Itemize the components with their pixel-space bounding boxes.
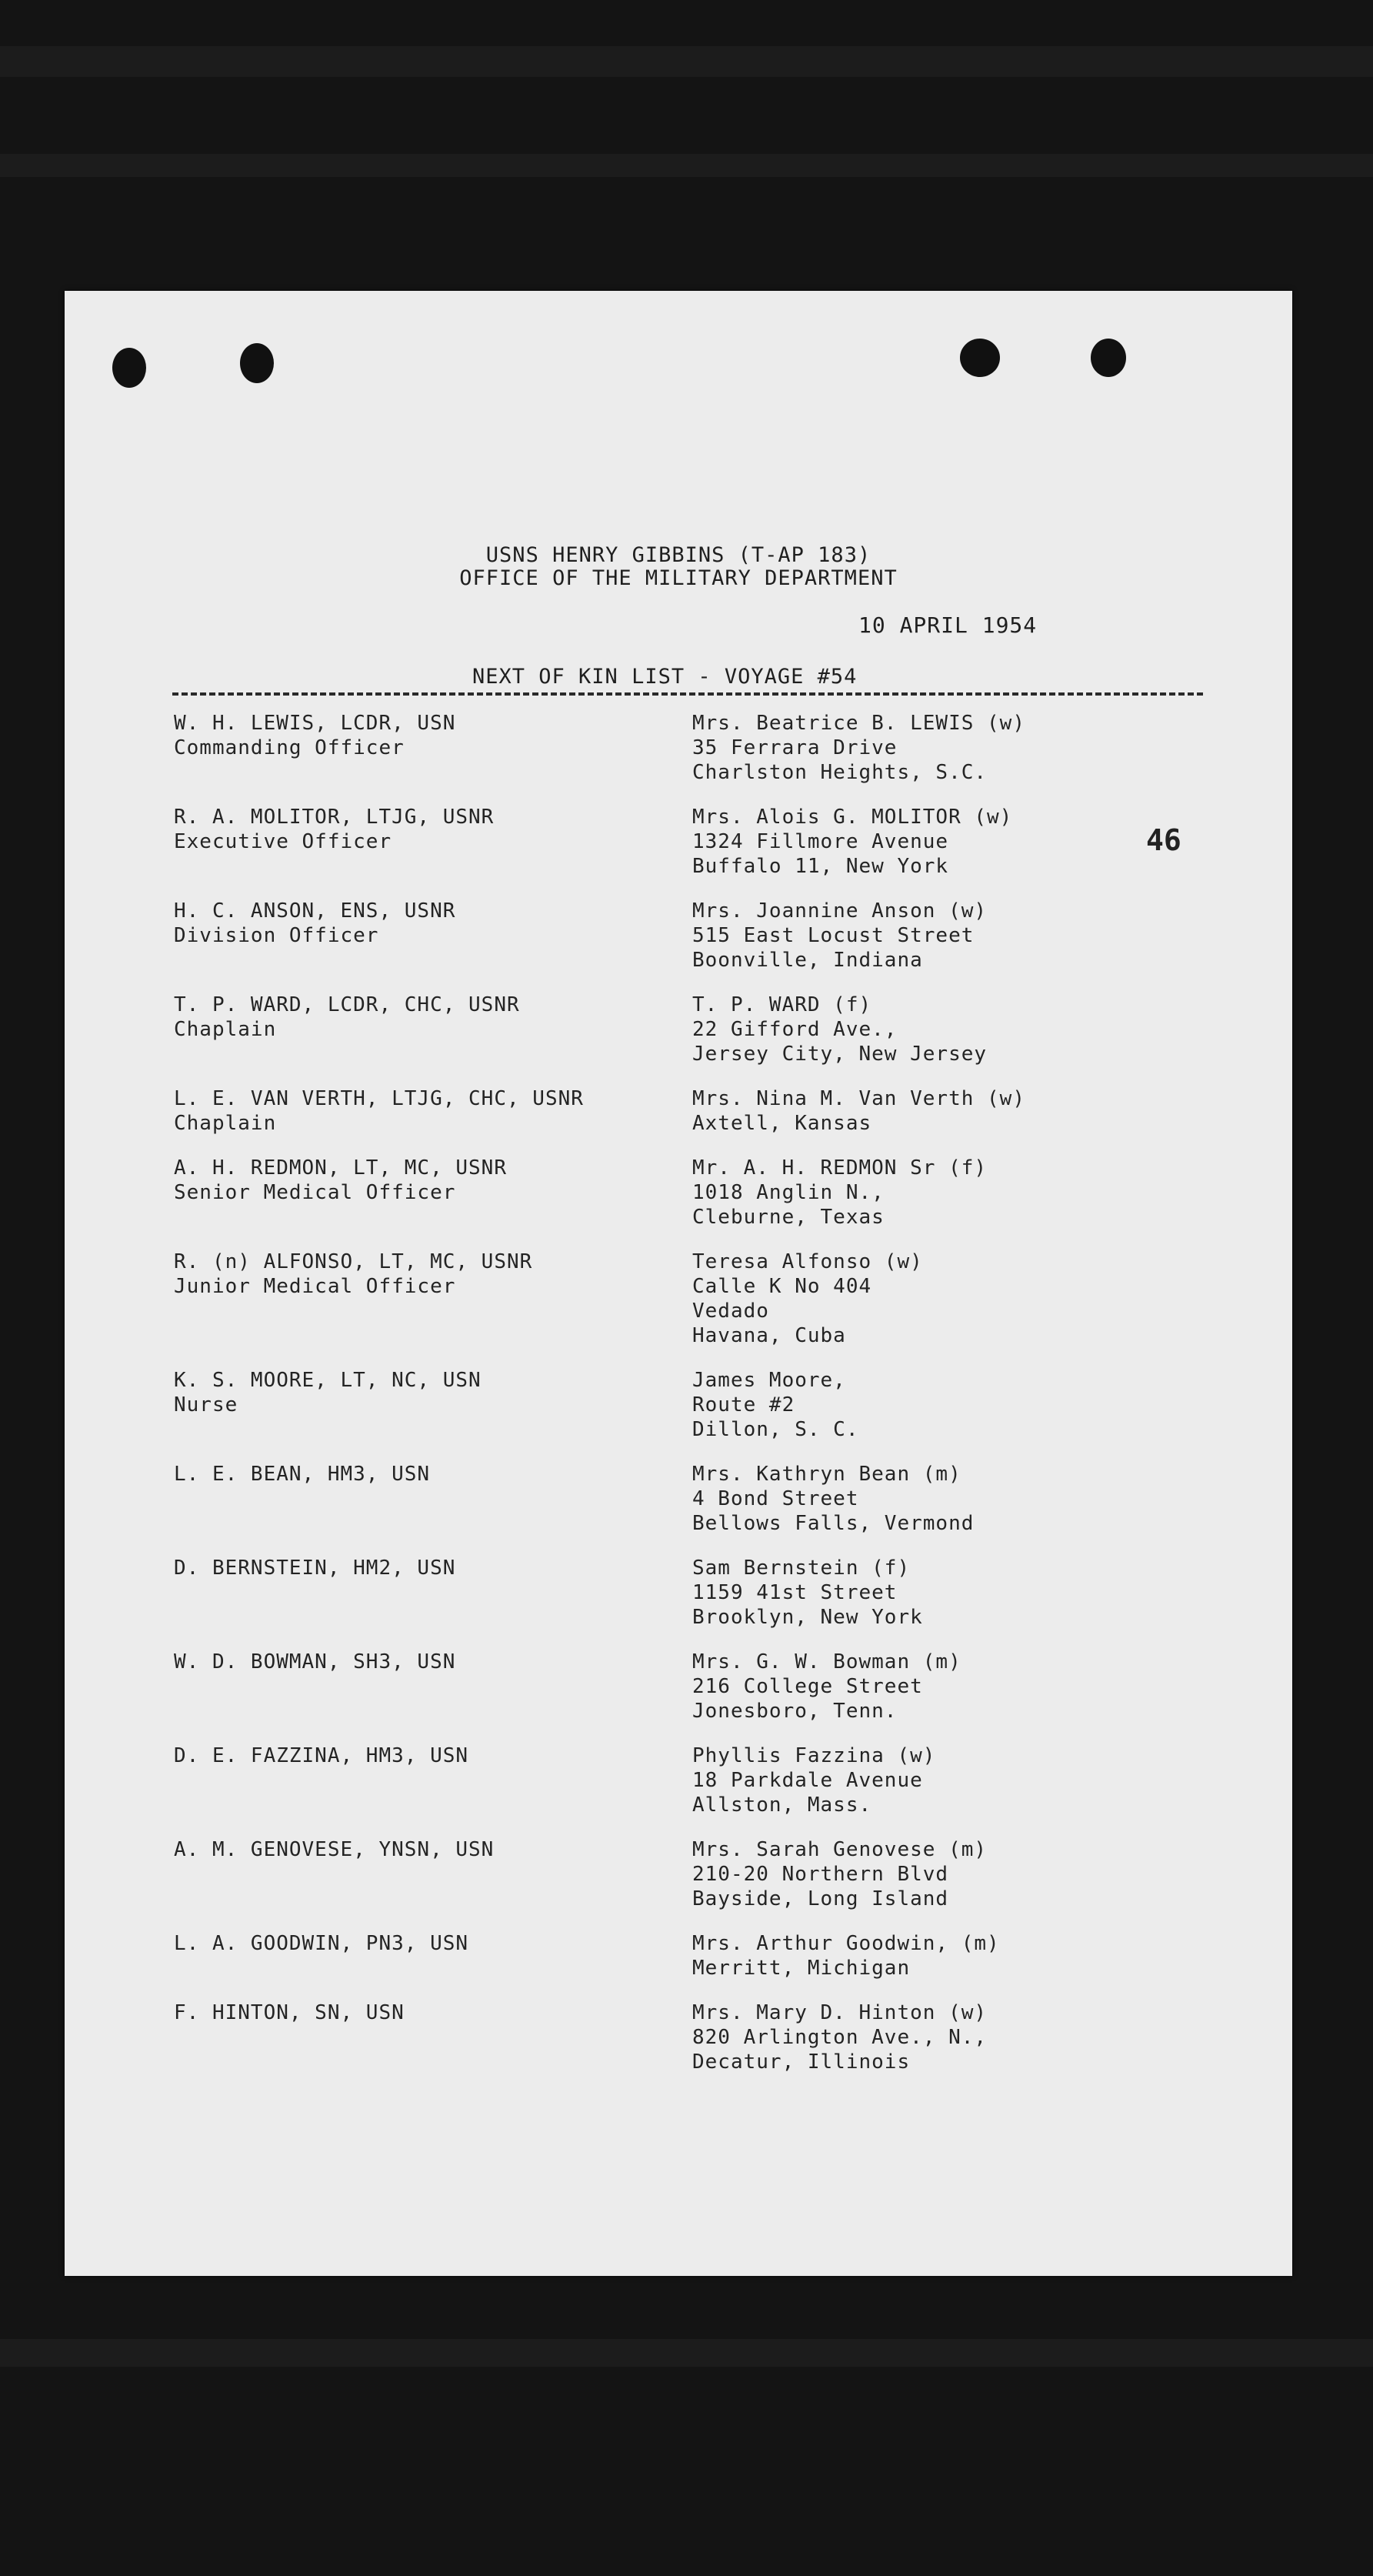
crew-title: Senior Medical Officer <box>174 1181 456 1204</box>
crew-member <box>174 1556 455 1580</box>
crew-name: K. S. MOORE, LT, NC, USN <box>174 1369 482 1392</box>
kin-city: Bayside, Long Island <box>692 1887 949 1910</box>
kin-city: Charlston Heights, S.C. <box>692 761 988 784</box>
crew-title: Executive Officer <box>174 830 392 853</box>
kin-address: 210-20 Northern Blvd <box>692 1863 949 1886</box>
kin-name: Teresa Alfonso (w) <box>692 1250 923 1273</box>
kin-address: 35 Ferrara Drive <box>692 736 898 759</box>
next-of-kin <box>692 1556 923 1630</box>
punch-hole-1 <box>112 348 146 388</box>
next-of-kin <box>692 1743 935 1817</box>
next-of-kin <box>692 1250 923 1348</box>
crew-name: R. (n) ALFONSO, LT, MC, USNR <box>174 1250 533 1273</box>
crew-title: Chaplain <box>174 1112 277 1135</box>
kin-name: Phyllis Fazzina (w) <box>692 1744 936 1767</box>
kin-name: Mr. A. H. REDMON Sr (f) <box>692 1156 988 1180</box>
kin-name: Mrs. Arthur Goodwin, (m) <box>692 1932 1000 1955</box>
crew-name: H. C. ANSON, ENS, USNR <box>174 899 456 923</box>
kin-name: Mrs. G. W. Bowman (m) <box>692 1650 961 1673</box>
kin-name: Mrs. Mary D. Hinton (w) <box>692 2001 988 2024</box>
crew-name: F. HINTON, SN, USN <box>174 2001 405 2024</box>
crew-title: Nurse <box>174 1393 238 1416</box>
crew-member <box>174 1650 455 1674</box>
next-of-kin <box>692 805 1012 879</box>
crew-name: W. H. LEWIS, LCDR, USN <box>174 712 456 735</box>
crew-name: L. E. BEAN, HM3, USN <box>174 1463 431 1486</box>
kin-city: Boonville, Indiana <box>692 949 923 972</box>
kin-district: Vedado <box>692 1300 769 1323</box>
ship-name: USNS HENRY GIBBINS (T-AP 183) <box>485 543 871 567</box>
kin-city: Cleburne, Texas <box>692 1206 885 1229</box>
kin-name: James Moore, <box>692 1369 846 1392</box>
kin-address: 1324 Fillmore Avenue <box>692 830 949 853</box>
dashed-divider <box>172 692 1203 696</box>
document-page <box>65 291 1292 2276</box>
crew-member <box>174 1837 494 1862</box>
kin-city: Merritt, Michigan <box>692 1957 911 1980</box>
kin-city: Decatur, Illinois <box>692 2050 911 2074</box>
kin-name: Mrs. Alois G. MOLITOR (w) <box>692 806 1013 829</box>
crew-title: Chaplain <box>174 1018 277 1041</box>
crew-name: W. D. BOWMAN, SH3, USN <box>174 1650 456 1673</box>
crew-title: Junior Medical Officer <box>174 1275 456 1298</box>
kin-city: Havana, Cuba <box>692 1324 846 1347</box>
crew-member <box>174 899 455 948</box>
crew-title: Division Officer <box>174 924 379 947</box>
crew-member <box>174 1086 584 1136</box>
crew-member <box>174 1462 430 1487</box>
crew-member <box>174 1931 468 1956</box>
crew-member <box>174 1156 507 1205</box>
kin-city: Brooklyn, New York <box>692 1606 923 1629</box>
crew-member <box>174 2000 405 2025</box>
kin-address: 22 Gifford Ave., <box>692 1018 898 1041</box>
kin-city: Jonesboro, Tenn. <box>692 1700 898 1723</box>
kin-name: T. P. WARD (f) <box>692 993 872 1016</box>
scan-band-top <box>0 46 1373 77</box>
next-of-kin <box>692 1462 974 1536</box>
next-of-kin <box>692 899 987 973</box>
punch-hole-2 <box>240 343 274 383</box>
kin-name: Mrs. Sarah Genovese (m) <box>692 1838 988 1861</box>
crew-title: Commanding Officer <box>174 736 405 759</box>
document-date: 10 APRIL 1954 <box>858 612 1038 638</box>
kin-city: Dillon, S. C. <box>692 1418 859 1441</box>
crew-name: R. A. MOLITOR, LTJG, USNR <box>174 806 495 829</box>
punch-hole-3 <box>960 339 1000 377</box>
kin-name: Sam Bernstein (f) <box>692 1557 911 1580</box>
kin-name: Mrs. Nina M. Van Verth (w) <box>692 1087 1025 1110</box>
kin-city: Axtell, Kansas <box>692 1112 872 1135</box>
crew-member <box>174 805 494 854</box>
crew-member <box>174 1743 468 1768</box>
kin-name: Mrs. Beatrice B. LEWIS (w) <box>692 712 1025 735</box>
kin-name: Mrs. Joannine Anson (w) <box>692 899 988 923</box>
crew-name: T. P. WARD, LCDR, CHC, USNR <box>174 993 520 1016</box>
kin-address: Route #2 <box>692 1393 795 1416</box>
crew-name: D. E. FAZZINA, HM3, USN <box>174 1744 469 1767</box>
next-of-kin <box>692 1931 1000 1980</box>
kin-address: 515 East Locust Street <box>692 924 975 947</box>
kin-address: 1159 41st Street <box>692 1581 898 1604</box>
next-of-kin <box>692 1156 987 1230</box>
kin-city: Buffalo 11, New York <box>692 855 949 878</box>
crew-member <box>174 1368 482 1417</box>
list-title: NEXT OF KIN LIST - VOYAGE #54 <box>472 665 858 689</box>
kin-address: 820 Arlington Ave., N., <box>692 2026 988 2049</box>
page-number: 46 <box>1146 823 1181 857</box>
scan-band-upper <box>0 154 1373 177</box>
next-of-kin <box>692 2000 987 2074</box>
next-of-kin <box>692 1837 987 1911</box>
punch-hole-4 <box>1091 339 1126 377</box>
crew-member <box>174 993 520 1042</box>
next-of-kin <box>692 1086 1025 1136</box>
crew-name: L. E. VAN VERTH, LTJG, CHC, USNR <box>174 1087 584 1110</box>
crew-member <box>174 711 455 760</box>
crew-name: A. M. GENOVESE, YNSN, USN <box>174 1838 495 1861</box>
next-of-kin <box>692 711 1025 785</box>
kin-address: 1018 Anglin N., <box>692 1181 885 1204</box>
crew-member <box>174 1250 532 1299</box>
kin-city: Jersey City, New Jersey <box>692 1043 988 1066</box>
next-of-kin <box>692 1650 961 1723</box>
kin-address: 4 Bond Street <box>692 1487 859 1510</box>
kin-city: Bellows Falls, Vermond <box>692 1512 975 1535</box>
kin-city: Allston, Mass. <box>692 1794 872 1817</box>
kin-address: 18 Parkdale Avenue <box>692 1769 923 1792</box>
office-name: OFFICE OF THE MILITARY DEPARTMENT <box>459 566 898 590</box>
kin-name: Mrs. Kathryn Bean (m) <box>692 1463 961 1486</box>
crew-name: L. A. GOODWIN, PN3, USN <box>174 1932 469 1955</box>
crew-name: A. H. REDMON, LT, MC, USNR <box>174 1156 507 1180</box>
kin-address: Calle K No 404 <box>692 1275 872 1298</box>
next-of-kin <box>692 993 987 1066</box>
crew-name: D. BERNSTEIN, HM2, USN <box>174 1557 456 1580</box>
kin-address: 216 College Street <box>692 1675 923 1698</box>
scan-band-lower <box>0 2339 1373 2367</box>
next-of-kin <box>692 1368 859 1442</box>
